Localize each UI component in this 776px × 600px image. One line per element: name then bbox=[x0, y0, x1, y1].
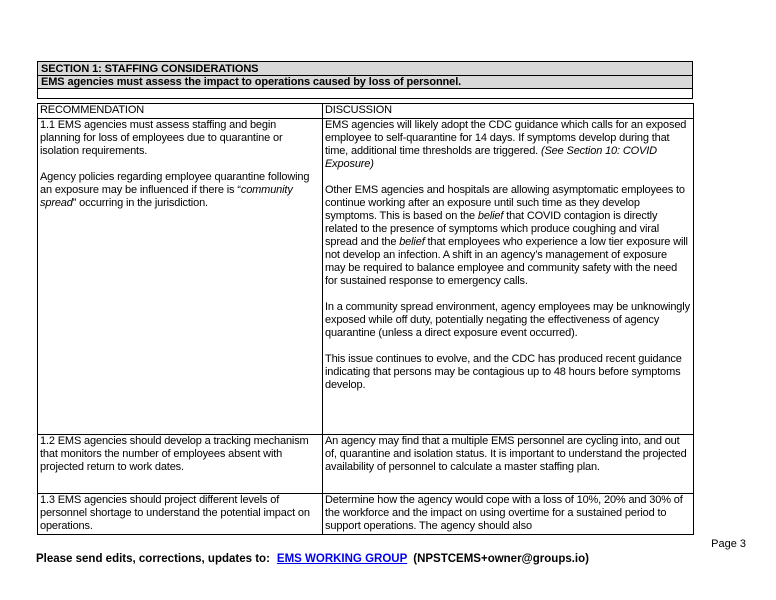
text: An agency may find that a multiple EMS personnel are cycling into, and out of, quarantine and isolation status. It is important to understand the projected availability of personnel to calculate a master staffing plan. bbox=[325, 435, 687, 473]
text: ” occurring in the jurisdiction. bbox=[72, 197, 208, 209]
text: that employees who experience a low tier exposure will not develop an infection. A shift in an agency’s management of exposure may be required to balance employee and community safety with the need for sustained response to emergency calls. bbox=[325, 236, 688, 287]
column-header-discussion: DISCUSSION bbox=[323, 104, 694, 119]
ems-working-group-link[interactable]: EMS WORKING GROUP bbox=[276, 553, 408, 565]
paragraph bbox=[40, 494, 319, 533]
table-row bbox=[38, 435, 694, 494]
text: that COVID contagion is directly related to the presence of symptoms which produce coughing and viral spread and the bbox=[325, 210, 660, 248]
main-table-body bbox=[38, 104, 694, 535]
footer-note bbox=[36, 552, 589, 566]
paragraph bbox=[325, 184, 690, 288]
paragraph bbox=[325, 353, 690, 392]
text: Determine how the agency would cope with a loss of 10%, 20% and 30% of the workforce and the impact on using overtime for a sustained period to support operations. The agency should also bbox=[325, 494, 683, 532]
table-row bbox=[38, 494, 694, 535]
text: Agency policies regarding employee quarantine following an exposure may be influenced if there is “ bbox=[40, 171, 310, 196]
paragraph bbox=[40, 171, 319, 210]
section-title: SECTION 1: STAFFING CONSIDERATIONS bbox=[37, 61, 693, 76]
discussion-cell bbox=[323, 119, 694, 435]
page-number: Page 3 bbox=[711, 538, 746, 550]
paragraph bbox=[325, 119, 690, 171]
italic-text: (See Section 10: COVID Exposure) bbox=[325, 145, 657, 170]
recommendation-cell bbox=[38, 494, 323, 535]
italic-text: community spread bbox=[40, 184, 293, 209]
italic-text: belief bbox=[399, 236, 425, 248]
text: 1.1 EMS agencies must assess staffing and begin planning for loss of employees due to quarantine or isolation requirements. bbox=[40, 119, 283, 157]
text: 1.2 EMS agencies should develop a tracking mechanism that monitors the number of employees absent with projected return to work dates. bbox=[40, 435, 309, 473]
table-row bbox=[38, 119, 694, 435]
text: 1.3 EMS agencies should project different levels of personnel shortage to understand the potential impact on operations. bbox=[40, 494, 310, 532]
empty-row bbox=[37, 89, 693, 99]
italic-text: belief bbox=[477, 210, 504, 222]
discussion-cell bbox=[323, 494, 694, 535]
text: This issue continues to evolve, and the CDC has produced recent guidance indicating that persons may be contagious up to 48 hours before symptoms develop. bbox=[325, 353, 682, 391]
section-subtitle: EMS agencies must assess the impact to operations caused by loss of personnel. bbox=[37, 76, 693, 89]
paragraph bbox=[40, 119, 319, 158]
table-header-row bbox=[38, 104, 694, 119]
footer-email-text: (NPSTCEMS+owner@groups.io) bbox=[413, 553, 589, 565]
text: Other EMS agencies and hospitals are allowing asymptomatic employees to continue working after an exposure until such time as they develop symptoms. This is based on the bbox=[325, 184, 685, 222]
section-header-table bbox=[37, 61, 693, 99]
footer-send-text: Please send edits, corrections, updates to: bbox=[36, 553, 270, 565]
paragraph bbox=[325, 435, 690, 474]
paragraph bbox=[40, 435, 319, 474]
paragraph bbox=[325, 301, 690, 340]
recommendation-cell bbox=[38, 119, 323, 435]
text: EMS agencies will likely adopt the CDC guidance which calls for an exposed employee to self-quarantine for 14 days. If symptoms develop during that time, additional time thresholds are triggered. bbox=[325, 119, 687, 157]
recommendation-discussion-table bbox=[37, 103, 694, 535]
text: In a community spread environment, agency employees may be unknowingly exposed while off duty, potentially negating the effectiveness of agency quarantine (unless a direct exposure event occurred). bbox=[325, 301, 690, 339]
column-header-recommendation: RECOMMENDATION bbox=[38, 104, 323, 119]
discussion-cell bbox=[323, 435, 694, 494]
recommendation-cell bbox=[38, 435, 323, 494]
paragraph bbox=[325, 494, 690, 533]
